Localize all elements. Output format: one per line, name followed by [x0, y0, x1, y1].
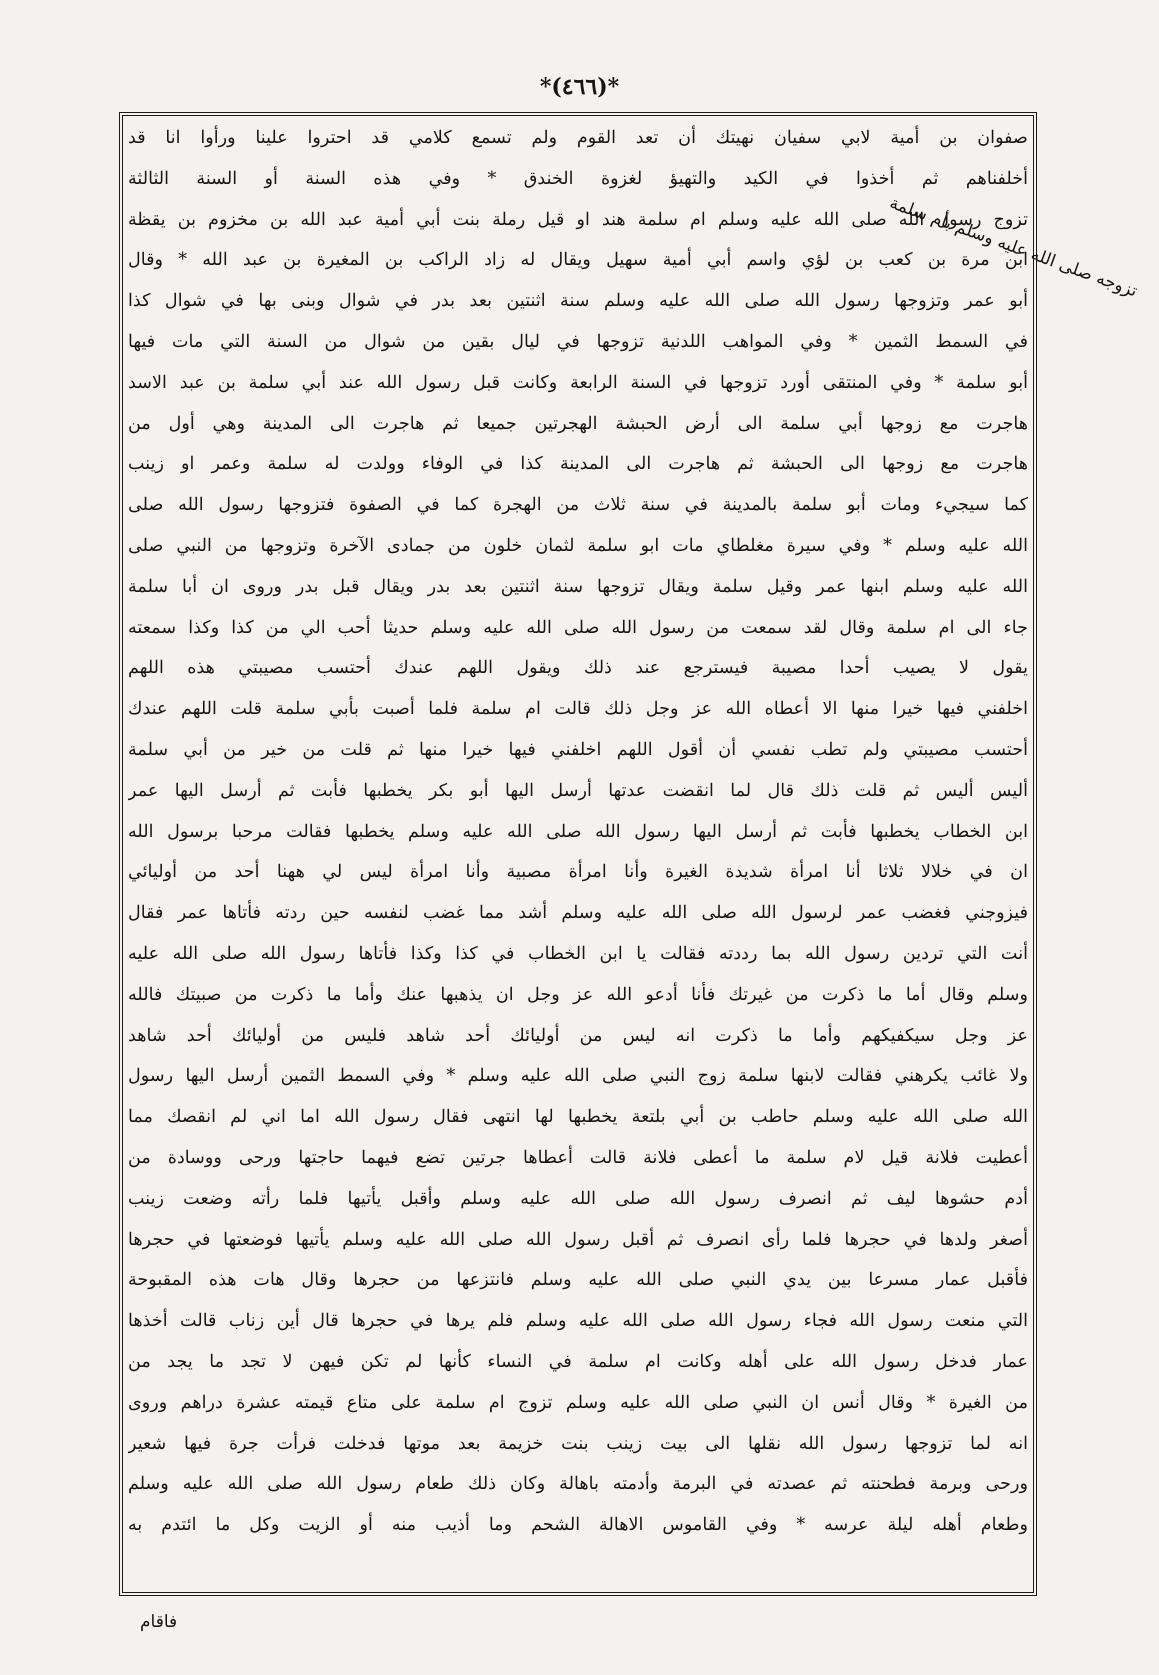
text-line: أبو عمر وتزوجها رسول الله صلى الله عليه وسلم سنة اثنتين بعد بدر في شوال وبنى بها في شوال كذا: [128, 291, 1028, 312]
margin-note: تزوجه صلى الله عليه وسلم بأم سلمة: [886, 193, 1140, 302]
text-line: الله عليه وسلم ابنها عمر وقيل سلمة ويقال تزوجها سنة اثنتين بعد بدر ويقال قبل بدر وروى ان أبا سلمة: [128, 576, 1028, 597]
text-line: وطعام أهله ليلة عرسه * وفي القاموس الاهالة الشحم وما أذيب منه أو الزيت وكل ما ائتدم به: [128, 1515, 1028, 1536]
text-line: الله عليه وسلم * وفي سيرة مغلطاي مات ابو سلمة لثمان خلون من جمادى الآخرة وتزوجها من النبي صلى: [128, 535, 1028, 556]
text-line: ورحى وبرمة فطحنته ثم عصدته في البرمة وأدمته باهالة وكان ذلك طعام رسول الله صلى الله عليه وسلم: [128, 1474, 1028, 1495]
page-number: *(٤٦٦)*: [539, 74, 620, 100]
text-line: أحتسب مصيبتي ولم تطب نفسي أن أقول اللهم اخلفني فيها خيرا منها ثم قلت من خير من أبي سلمة: [128, 739, 1028, 760]
text-line: صفوان بن أمية لابي سفيان نهيتك أن تعد القوم ولم تسمع كلامي قد احتروا علينا ورأوا انا قد: [128, 128, 1028, 148]
text-line: عمار فدخل رسول الله على أهله وكانت ام سلمة في النساء كأنها لم تكن فيهن لا تجد ما يجد من: [128, 1351, 1028, 1372]
text-line: من الغيرة * وقال أنس ان النبي صلى الله عليه وسلم تزوج ام سلمة على متاع قيمته عشرة دراهم وروى: [128, 1392, 1028, 1413]
text-line: ان في خلالا ثلاثا أنا امرأة شديدة الغيرة وأنا امرأة مصبية وأنا امرأة ليس لي ههنا أحد من أوليائي: [128, 862, 1028, 883]
catchword: فاقام: [140, 1612, 178, 1632]
main-text: [128, 118, 1028, 1590]
text-line: هاجرت مع زوجها أبي سلمة الى أرض الحبشة الهجرتين جميعا ثم هاجرت الى المدينة وهي أول من: [128, 413, 1028, 434]
text-line: يقول لا يصيب أحدا مصيبة فيسترجع عند ذلك ويقول اللهم عندك أحتسب مصيبتي هذه اللهم: [128, 658, 1028, 679]
text-line: فأقبل عمار مسرعا بين يدي النبي صلى الله عليه وسلم فانتزعها من حجرها وقال هات هذه المقبوحة: [128, 1270, 1028, 1291]
text-line: هاجرت مع زوجها الى الحبشة ثم هاجرت الى المدينة كذا في الوفاء وولدت له سلمة وعمر او زينب: [128, 454, 1028, 475]
text-line: أليس أليس ثم قلت ذلك قال لما انقضت عدتها أرسل اليها أبو بكر يخطبها فأبت ثم أرسل اليها عمر: [128, 780, 1028, 801]
text-line: أعطيت فلانة قيل لام سلمة ما أعطى فلانة قالت أعطاها جرتين تضع فيهما حاجتها ورحى ووسادة من: [128, 1147, 1028, 1168]
text-line: تزوج رسول الله صلى الله عليه وسلم ام سلمة هند او قيل رملة بنت أبي أمية عبد الله بن مخزوم بن يقظة: [128, 209, 1028, 230]
text-line: ولا غائب يكرهني فقالت لابنها سلمة زوج النبي صلى الله عليه وسلم * وفي السمط الثمين أرسل اليها رسول: [128, 1066, 1028, 1087]
text-line: في السمط الثمين * وفي المواهب اللدنية تزوجها في ليال بقين من شوال من السنة التي مات فيها: [128, 331, 1028, 352]
text-line: أصغر ولدها في حجرها فلما رأى انصرف ثم أقبل رسول الله صلى الله عليه وسلم يأتيها فوضعتها في حجرها: [128, 1229, 1028, 1250]
text-line: أنت التي تردين رسول الله بما رددته فقالت يا ابن الخطاب في كذا وكذا فأتاها رسول الله صلى الله عليه: [128, 943, 1028, 964]
text-line: فيزوجني فغضب عمر لرسول الله صلى الله عليه وسلم أشد مما غضب لنفسه حين ردته فأتاها عمر فقال: [128, 903, 1028, 924]
text-line: جاء الى ام سلمة وقال لقد سمعت من رسول الله صلى الله عليه وسلم حديثا أحب الي من كذا وكذا سمعته: [128, 617, 1028, 638]
text-line: أبو سلمة * وفي المنتقى أورد تزوجها في السنة الرابعة وكانت قبل رسول الله عند أبي سلمة بن عبد الاسد: [128, 372, 1028, 393]
text-line: عز وجل سيكفيكهم وأما ما ذكرت انه ليس من أوليائك أحد شاهد فليس من أوليائك أحد شاهد: [128, 1025, 1028, 1046]
text-line: التي منعت رسول الله فجاء رسول الله صلى الله عليه وسلم فلم يرها في حجرها قال أين زناب قالت أخذها: [128, 1311, 1028, 1332]
text-line: وسلم وقال أما ما ذكرت من غيرتك فأنا أدعو الله عز وجل ان يذهبها عنك وأما ما ذكرت من صبيتك فالله: [128, 984, 1028, 1005]
text-line: أخلفناهم ثم أخذوا في الكيد والتهيؤ لغزوة الخندق * وفي هذه السنة أو السنة الثالثة: [128, 168, 1028, 189]
text-line: أدم حشوها ليف ثم انصرف رسول الله صلى الله عليه وسلم وأقبل يأتيها فلما رأته وضعت زينب: [128, 1188, 1028, 1209]
text-line: انه لما تزوجها رسول الله نقلها الى بيت زينب بنت خزيمة بعد موتها فدخلت فرأت جرة فيها شعير: [128, 1433, 1028, 1454]
text-line: الله صلى الله عليه وسلم حاطب بن أبي بلتعة يخطبها لها انتهى فقال رسول الله اما اني لم انقصك مما: [128, 1107, 1028, 1128]
text-line: ابن مرة بن كعب بن لؤي واسم أبي أمية سهيل ويقال له زاد الراكب بن المغيرة بن عبد الله * وقال: [128, 250, 1028, 271]
text-line: كما سيجيء ومات أبو سلمة بالمدينة في سنة ثلاث من الهجرة كما في الصفوة فتزوجها رسول الله صلى: [128, 495, 1028, 516]
text-line: اخلفني فيها خيرا منها الا أعطاه الله عز وجل ذلك قالت ام سلمة فلما أصبت بأبي سلمة قلت اللهم عندك: [128, 699, 1028, 720]
text-line: ابن الخطاب يخطبها فأبت ثم أرسل اليها رسول الله صلى الله عليه وسلم يخطبها فقالت مرحبا برسول الله: [128, 821, 1028, 842]
